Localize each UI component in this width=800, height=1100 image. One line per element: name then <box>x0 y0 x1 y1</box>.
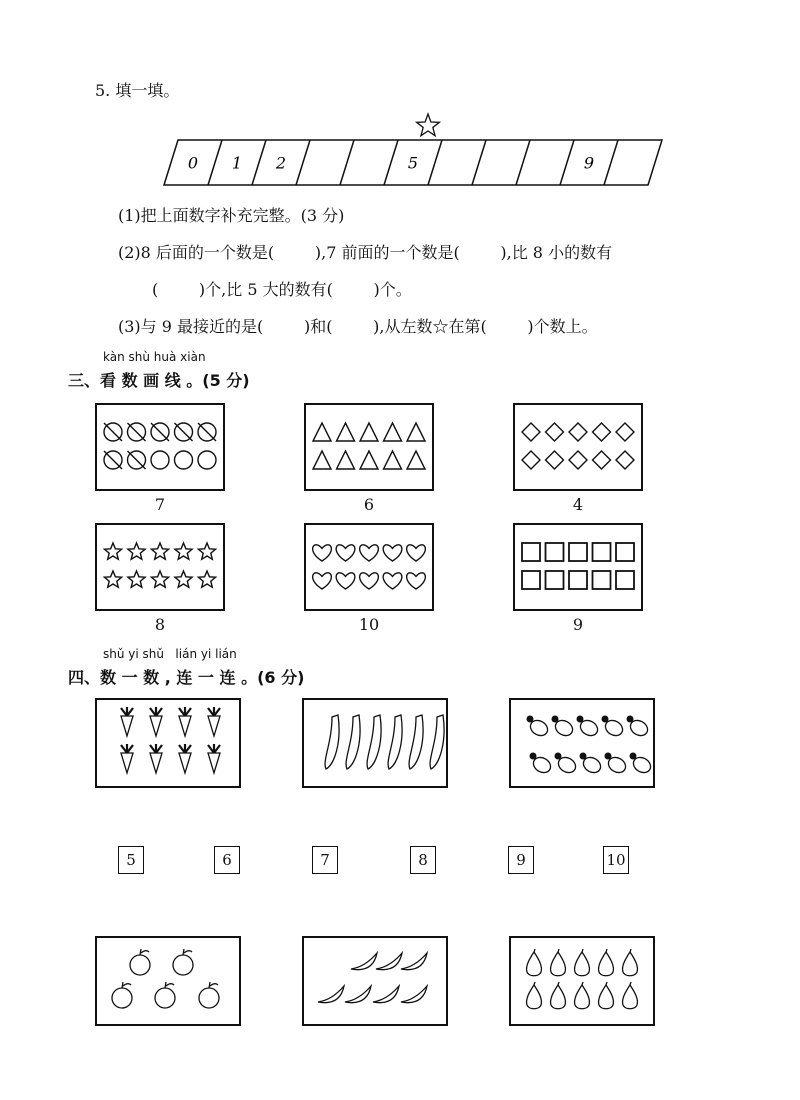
pear-icon <box>575 949 590 976</box>
carrot-icon <box>208 707 220 736</box>
square-icon <box>569 543 587 561</box>
pear-icon <box>575 982 590 1009</box>
number-box[interactable]: 8 <box>410 846 436 874</box>
cucumber-picture-card[interactable] <box>302 698 448 788</box>
shape-card[interactable] <box>513 523 643 611</box>
cucumber-icon <box>409 715 423 769</box>
star-icon <box>104 543 121 559</box>
diamond-icon <box>522 423 540 441</box>
shape-count-number[interactable]: 8 <box>154 615 166 634</box>
ruler-digit: 5 <box>407 153 419 173</box>
eggplant-icon <box>602 716 626 739</box>
circle-icon <box>175 451 193 469</box>
diamond-icon <box>546 423 564 441</box>
star-icon <box>417 114 440 136</box>
star-icon <box>175 543 192 559</box>
banana-picture-card[interactable] <box>302 936 448 1026</box>
heart-icon <box>407 573 426 589</box>
heart-icon <box>360 573 379 589</box>
carrot-icon <box>179 707 191 736</box>
triangle-icon <box>337 423 355 441</box>
section-4-pinyin: shǔ yi shǔ lián yi lián <box>103 647 237 661</box>
star-icon <box>198 571 215 587</box>
diamond-icon <box>616 451 634 469</box>
star-icon <box>128 543 145 559</box>
ruler-digit: 0 <box>187 153 199 173</box>
shape-count-number[interactable]: 10 <box>358 615 380 634</box>
circle-icon <box>198 451 216 469</box>
diamond-icon <box>546 451 564 469</box>
triangle-icon <box>407 423 425 441</box>
square-icon <box>546 571 564 589</box>
triangle-icon <box>313 451 331 469</box>
pear-icon <box>599 949 614 976</box>
triangle-icon <box>360 423 378 441</box>
shape-card[interactable] <box>513 403 643 491</box>
square-icon <box>616 543 634 561</box>
pear-icon <box>551 949 566 976</box>
square-icon <box>593 571 611 589</box>
eggplant-icon <box>577 716 601 739</box>
eggplant-picture-card[interactable] <box>509 698 655 788</box>
heart-icon <box>383 545 402 561</box>
ruler-digit: 2 <box>275 153 287 173</box>
section-3-title: 三、看 数 画 线 。(5 分) <box>68 371 250 390</box>
apple-icon <box>130 949 150 975</box>
apple-icon <box>155 982 175 1008</box>
pear-icon <box>527 982 542 1009</box>
heart-icon <box>336 545 355 561</box>
eggplant-icon <box>530 753 554 776</box>
q5-line-2: (2)8 后面的一个数是( ),7 前面的一个数是( ),比 8 小的数有 <box>118 243 613 262</box>
eggplant-icon <box>630 753 654 776</box>
carrot-icon <box>121 707 133 736</box>
shape-card[interactable] <box>304 403 434 491</box>
cucumber-icon <box>388 715 402 769</box>
heart-icon <box>313 573 332 589</box>
heart-icon <box>360 545 379 561</box>
heart-icon <box>407 545 426 561</box>
cucumber-icon <box>346 715 360 769</box>
triangle-icon <box>360 451 378 469</box>
square-icon <box>569 571 587 589</box>
shape-count-number[interactable]: 7 <box>154 495 166 514</box>
banana-icon <box>401 986 427 1003</box>
star-icon <box>175 571 192 587</box>
pear-icon <box>527 949 542 976</box>
carrot-icon <box>179 744 191 773</box>
triangle-icon <box>407 451 425 469</box>
pear-icon <box>551 982 566 1009</box>
eggplant-icon <box>555 753 579 776</box>
section-4-title: 四、数 一 数 , 连 一 连 。(6 分) <box>68 668 305 687</box>
shape-count-number[interactable]: 4 <box>572 495 584 514</box>
eggplant-icon <box>627 716 651 739</box>
banana-icon <box>373 986 399 1003</box>
apple-icon <box>199 982 219 1008</box>
carrot-icon <box>150 707 162 736</box>
number-box[interactable]: 7 <box>312 846 338 874</box>
diamond-icon <box>616 423 634 441</box>
square-icon <box>546 543 564 561</box>
banana-icon <box>376 953 402 970</box>
apple-icon <box>173 949 193 975</box>
pear-icon <box>623 982 638 1009</box>
ruler-digit: 9 <box>583 153 595 173</box>
star-icon <box>151 571 168 587</box>
diamond-icon <box>593 423 611 441</box>
square-icon <box>616 571 634 589</box>
ruler-digit: 1 <box>231 153 243 173</box>
diamond-icon <box>569 451 587 469</box>
apple-picture-card[interactable] <box>95 936 241 1026</box>
question-5-title: 5. 填一填。 <box>95 81 180 100</box>
number-box[interactable]: 6 <box>214 846 240 874</box>
cucumber-icon <box>430 715 444 769</box>
square-icon <box>593 543 611 561</box>
diamond-icon <box>593 451 611 469</box>
number-ruler <box>160 110 670 190</box>
pear-icon <box>599 982 614 1009</box>
star-icon <box>151 543 168 559</box>
banana-icon <box>351 953 377 970</box>
triangle-icon <box>313 423 331 441</box>
cucumber-icon <box>325 715 339 769</box>
eggplant-icon <box>527 716 551 739</box>
banana-icon <box>345 986 371 1003</box>
q5-line-4: (3)与 9 最接近的是( )和( ),从左数☆在第( )个数上。 <box>118 317 598 336</box>
pear-picture-card[interactable] <box>509 936 655 1026</box>
square-icon <box>522 543 540 561</box>
carrot-icon <box>208 744 220 773</box>
number-box[interactable]: 10 <box>603 846 629 874</box>
heart-icon <box>336 573 355 589</box>
star-icon <box>104 571 121 587</box>
banana-icon <box>318 986 344 1003</box>
eggplant-icon <box>552 716 576 739</box>
eggplant-icon <box>580 753 604 776</box>
cucumber-icon <box>367 715 381 769</box>
carrot-icon <box>150 744 162 773</box>
square-icon <box>522 571 540 589</box>
diamond-icon <box>569 423 587 441</box>
pear-icon <box>623 949 638 976</box>
heart-icon <box>383 573 402 589</box>
shape-card[interactable] <box>95 523 225 611</box>
shape-count-number[interactable]: 6 <box>363 495 375 514</box>
q5-line-1: (1)把上面数字补充完整。(3 分) <box>118 206 345 225</box>
triangle-icon <box>337 451 355 469</box>
banana-icon <box>401 953 427 970</box>
shape-count-number[interactable]: 9 <box>572 615 584 634</box>
apple-icon <box>112 982 132 1008</box>
number-box[interactable]: 5 <box>118 846 144 874</box>
circle-icon <box>151 451 169 469</box>
heart-icon <box>313 545 332 561</box>
number-box[interactable]: 9 <box>508 846 534 874</box>
triangle-icon <box>384 451 402 469</box>
star-icon <box>198 543 215 559</box>
carrot-icon <box>121 744 133 773</box>
carrot-picture-card[interactable] <box>95 698 241 788</box>
triangle-icon <box>384 423 402 441</box>
shape-card[interactable] <box>304 523 434 611</box>
star-icon <box>128 571 145 587</box>
shape-card[interactable] <box>95 403 225 491</box>
eggplant-icon <box>605 753 629 776</box>
diamond-icon <box>522 451 540 469</box>
q5-line-3: ( )个,比 5 大的数有( )个。 <box>152 280 412 299</box>
section-3-pinyin: kàn shù huà xiàn <box>103 350 206 364</box>
